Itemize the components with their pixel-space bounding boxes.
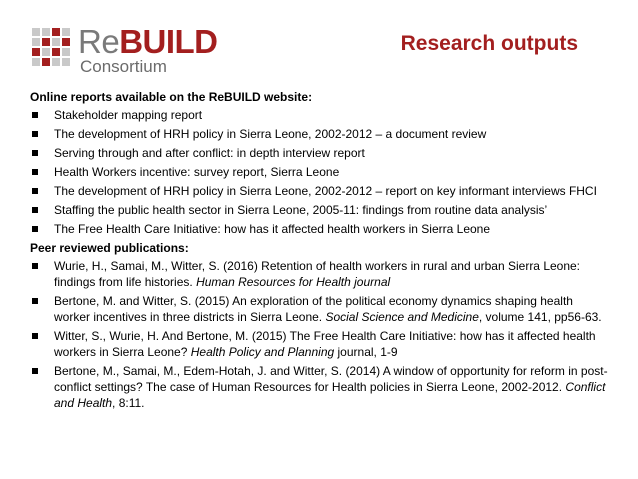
list-item — [30, 328, 610, 360]
list-item — [30, 107, 610, 123]
citation-text: Bertone, M., Samai, M., Edem-Hotah, J. and Witter, S. (2014) A window of opportunity for reform in post-conflict settings? The case of Human Resources for Health policies in Sierra Leone, 2002-2012. — [54, 364, 608, 394]
bullet-icon — [32, 150, 38, 156]
list-item — [30, 221, 610, 237]
logo-re: Re — [78, 23, 120, 60]
list-item — [30, 126, 610, 142]
citation-tail: , 8:11. — [112, 396, 145, 410]
bullet-icon — [32, 112, 38, 118]
logo-square — [32, 58, 40, 66]
logo-build: BUILD — [119, 23, 218, 60]
list-item-text: The development of HRH policy in Sierra Leone, 2002-2012 – a document review — [54, 127, 487, 141]
logo-square — [32, 28, 40, 36]
list-item — [30, 202, 610, 218]
logo-square — [42, 58, 50, 66]
logo-square — [52, 48, 60, 56]
bullet-icon — [32, 333, 38, 339]
peer-reviewed-heading: Peer reviewed publications: — [30, 241, 189, 255]
logo-square — [62, 58, 70, 66]
bullet-icon — [32, 368, 38, 374]
bullet-icon — [32, 226, 38, 232]
peer-reviewed-list — [30, 258, 610, 411]
logo-square — [52, 28, 60, 36]
list-item-text: The Free Health Care Initiative: how has it affected health workers in Sierra Leone — [54, 222, 491, 236]
list-item-text: Serving through and after conflict: in depth interview report — [54, 146, 365, 160]
logo-square — [52, 38, 60, 46]
citation-journal: Social Science and Medicine — [325, 310, 479, 324]
online-reports-heading: Online reports available on the ReBUILD website: — [30, 90, 313, 104]
citation-text: Witter, S., Wurie, H. And Bertone, M. (2015) The Free Health Care Initiative: how has it affected health workers in Sierra Leone? — [54, 329, 596, 359]
citation-tail: , volume 141, pp56-63. — [478, 310, 602, 324]
bullet-icon — [32, 131, 38, 137]
list-item — [30, 164, 610, 180]
logo-square — [42, 48, 50, 56]
citation-text: Bertone, M. and Witter, S. (2015) An exploration of the political economy dynamics shaping health worker incentives in three districts in Sierra Leone. — [54, 294, 573, 324]
citation-journal: Conflict and Health — [54, 380, 606, 410]
online-reports-list — [30, 107, 610, 237]
list-item — [30, 145, 610, 161]
logo-consortium: Consortium — [80, 57, 167, 76]
logo-square — [52, 58, 60, 66]
bullet-icon — [32, 263, 38, 269]
bullet-icon — [32, 188, 38, 194]
logo-wordmark — [78, 24, 218, 60]
list-item-text: Stakeholder mapping report — [54, 108, 203, 122]
citation-journal: Health Policy and Planning — [190, 345, 335, 359]
logo-square — [62, 48, 70, 56]
list-item — [30, 363, 610, 411]
logo-square — [32, 38, 40, 46]
logo-square — [42, 28, 50, 36]
citation-tail: journal, 1-9 — [334, 345, 398, 359]
logo-square — [62, 28, 70, 36]
citation-text: Wurie, H., Samai, M., Witter, S. (2016) Retention of health workers in rural and urban Sierra Leone: findings from life histories. — [54, 259, 581, 289]
list-item-text: Staffing the public health sector in Sierra Leone, 2005-11: findings from routine data analysis’ — [54, 203, 548, 217]
list-item-text: The development of HRH policy in Sierra Leone, 2002-2012 – report on key informant interviews FHCI — [54, 184, 597, 198]
logo-square — [42, 38, 50, 46]
list-item — [30, 293, 610, 325]
logo-square — [32, 48, 40, 56]
list-item-text: Health Workers incentive: survey report, Sierra Leone — [54, 165, 340, 179]
citation-journal: Human Resources for Health journal — [196, 275, 391, 289]
logo-square — [62, 38, 70, 46]
rebuild-logo — [32, 23, 232, 76]
bullet-icon — [32, 207, 38, 213]
list-item — [30, 258, 610, 290]
slide-content — [30, 89, 610, 414]
bullet-icon — [32, 298, 38, 304]
bullet-icon — [32, 169, 38, 175]
list-item — [30, 183, 610, 199]
page-title: Research outputs — [400, 32, 578, 55]
